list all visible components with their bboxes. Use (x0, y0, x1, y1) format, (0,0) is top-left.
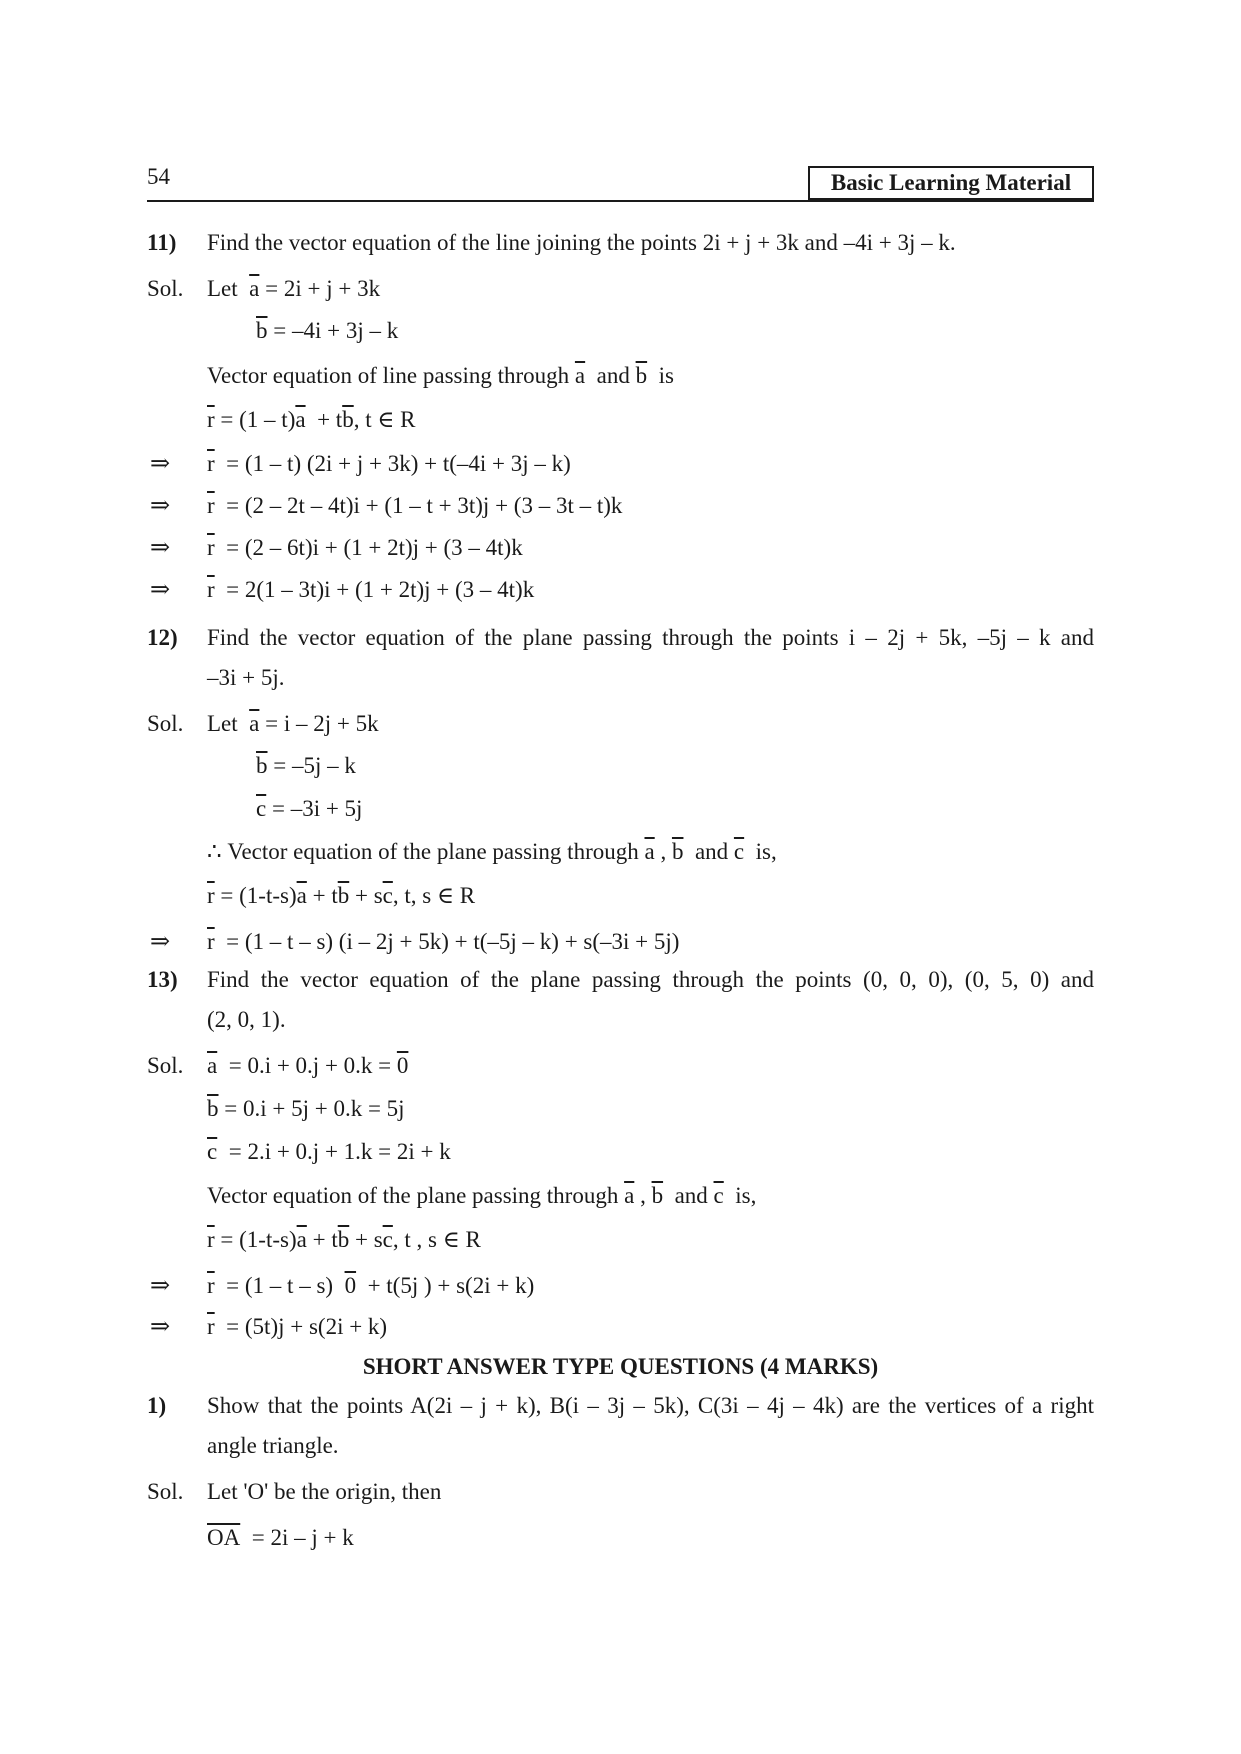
implies-symbol: ⇒ (150, 1273, 171, 1299)
header-rule (147, 200, 1094, 202)
q12-number: 12) (147, 625, 178, 650)
q12-question-line2: –3i + 5j. (207, 665, 285, 690)
q11-step: $\overline{r} = (1 - t) (2i + j + 3k) + t(-4i + 3j - k)$ (207, 451, 571, 476)
sa-oa-line: $\overline{OA} = 2i - j + k$ (207, 1525, 354, 1550)
q13-b-line: $\overline{b} = 0.i + 5j + 0.k = 5j$ (207, 1096, 405, 1121)
page-number: 54 (147, 164, 170, 189)
q11-step: $\overline{r} = (2 - 6t)i + (1 + 2t)j + (3 - 4t)k$ (207, 535, 523, 560)
implies-symbol: ⇒ (150, 493, 171, 519)
q12-statement: ∴ Vector equation of the plane passing through $\overline{a}$ , $\overline{b}$ and $\overline{c}$ is, (207, 839, 777, 864)
section-heading: SHORT ANSWER TYPE QUESTIONS (4 MARKS) (362, 1354, 879, 1379)
q13-question-line1: Find the vector equation of the plane passing through the points (0, 0, 0), (0, 5, 0) and (207, 967, 1094, 992)
q11-question: Find the vector equation of the line joining the points 2i + j + 3k and –4i + 3j – k. (207, 230, 956, 255)
q12-question-line1: Find the vector equation of the plane passing through the points i – 2j + 5k, –5j – k and (207, 625, 1094, 650)
q12-sol-label: Sol. (147, 711, 184, 736)
sa-q1-line1: Show that the points A(2i – j + k), B(i – 3j – 5k), C(3i – 4j – 4k) are the vertices of a right (207, 1393, 1094, 1418)
q12-let-line: Let $\overline{a} = i - 2j + 5k$ (207, 711, 379, 736)
q12-general-equation: $\overline{r} = (1-t-s)\overline{a} + t\overline{b} + s\overline{c}$, t, s ∈ R (207, 883, 476, 908)
sa-q1-line2: angle triangle. (207, 1433, 339, 1458)
q13-general-equation: $\overline{r} = (1-t-s)\overline{a} + t\overline{b} + s\overline{c}$, t , s ∈ R (207, 1227, 481, 1252)
q11-number: 11) (147, 230, 177, 255)
q13-c-line: $\overline{c} = 2.i + 0.j + 1.k = 2i + k$ (207, 1139, 451, 1164)
implies-symbol: ⇒ (150, 451, 171, 477)
q13-question-line2: (2, 0, 1). (207, 1007, 286, 1032)
q13-number: 13) (147, 967, 178, 992)
q11-let-line: Let $\overline{a} = 2i + j + 3k$ (207, 276, 381, 301)
q13-step: $\overline{r} = (1 - t - s) 0 + t(5j$ ) + s(2i + k) (207, 1273, 535, 1298)
implies-symbol: ⇒ (150, 577, 171, 603)
sa-sol-text: Let 'O' be the origin, then (207, 1479, 442, 1504)
sa-sol-label: Sol. (147, 1479, 184, 1504)
q13-a-line: $\overline{a} = 0.i + 0.j + 0.k = 0$ (207, 1053, 409, 1078)
q11-step: $\overline{r} = 2(1 - 3t)i + (1 + 2t)j + (3 - 4t)k$ (207, 577, 535, 602)
q13-statement: Vector equation of the plane passing through $\overline{a}$ , $\overline{b}$ and $\overline{c}$ is, (207, 1183, 757, 1208)
sa-q1-number: 1) (147, 1393, 167, 1418)
implies-symbol: ⇒ (150, 1314, 171, 1340)
q13-sol-label: Sol. (147, 1053, 184, 1078)
q11-statement: Vector equation of line passing through $\overline{a}$ and $\overline{b}$ is (207, 363, 674, 388)
q12-c-line: $\overline{c} = -3i + 5j$ (256, 796, 363, 821)
header-title: Basic Learning Material (808, 166, 1094, 200)
q11-general-equation: $\overline{r} = (1 - t)\overline{a} + t\overline{b}$, t ∈ R (207, 407, 416, 432)
q11-step: $\overline{r} = (2 - 2t - 4t)i + (1 - t + 3t)j + (3 - 3t - t)k$ (207, 493, 623, 518)
q12-step: $\overline{r} = (1 - t - s)$ (i – 2j + 5k) + t(–5j – k) + s(–3i + 5j) (207, 929, 680, 954)
q13-step: $\overline{r} = (5t)j + s(2i + k)$ (207, 1314, 388, 1339)
q11-sol-label: Sol. (147, 276, 184, 301)
q11-b-line: $\overline{b} = -4i + 3j - k$ (256, 318, 399, 343)
implies-symbol: ⇒ (150, 535, 171, 561)
q12-b-line: $\overline{b} = -5j - k$ (256, 753, 356, 778)
implies-symbol: ⇒ (150, 929, 171, 955)
